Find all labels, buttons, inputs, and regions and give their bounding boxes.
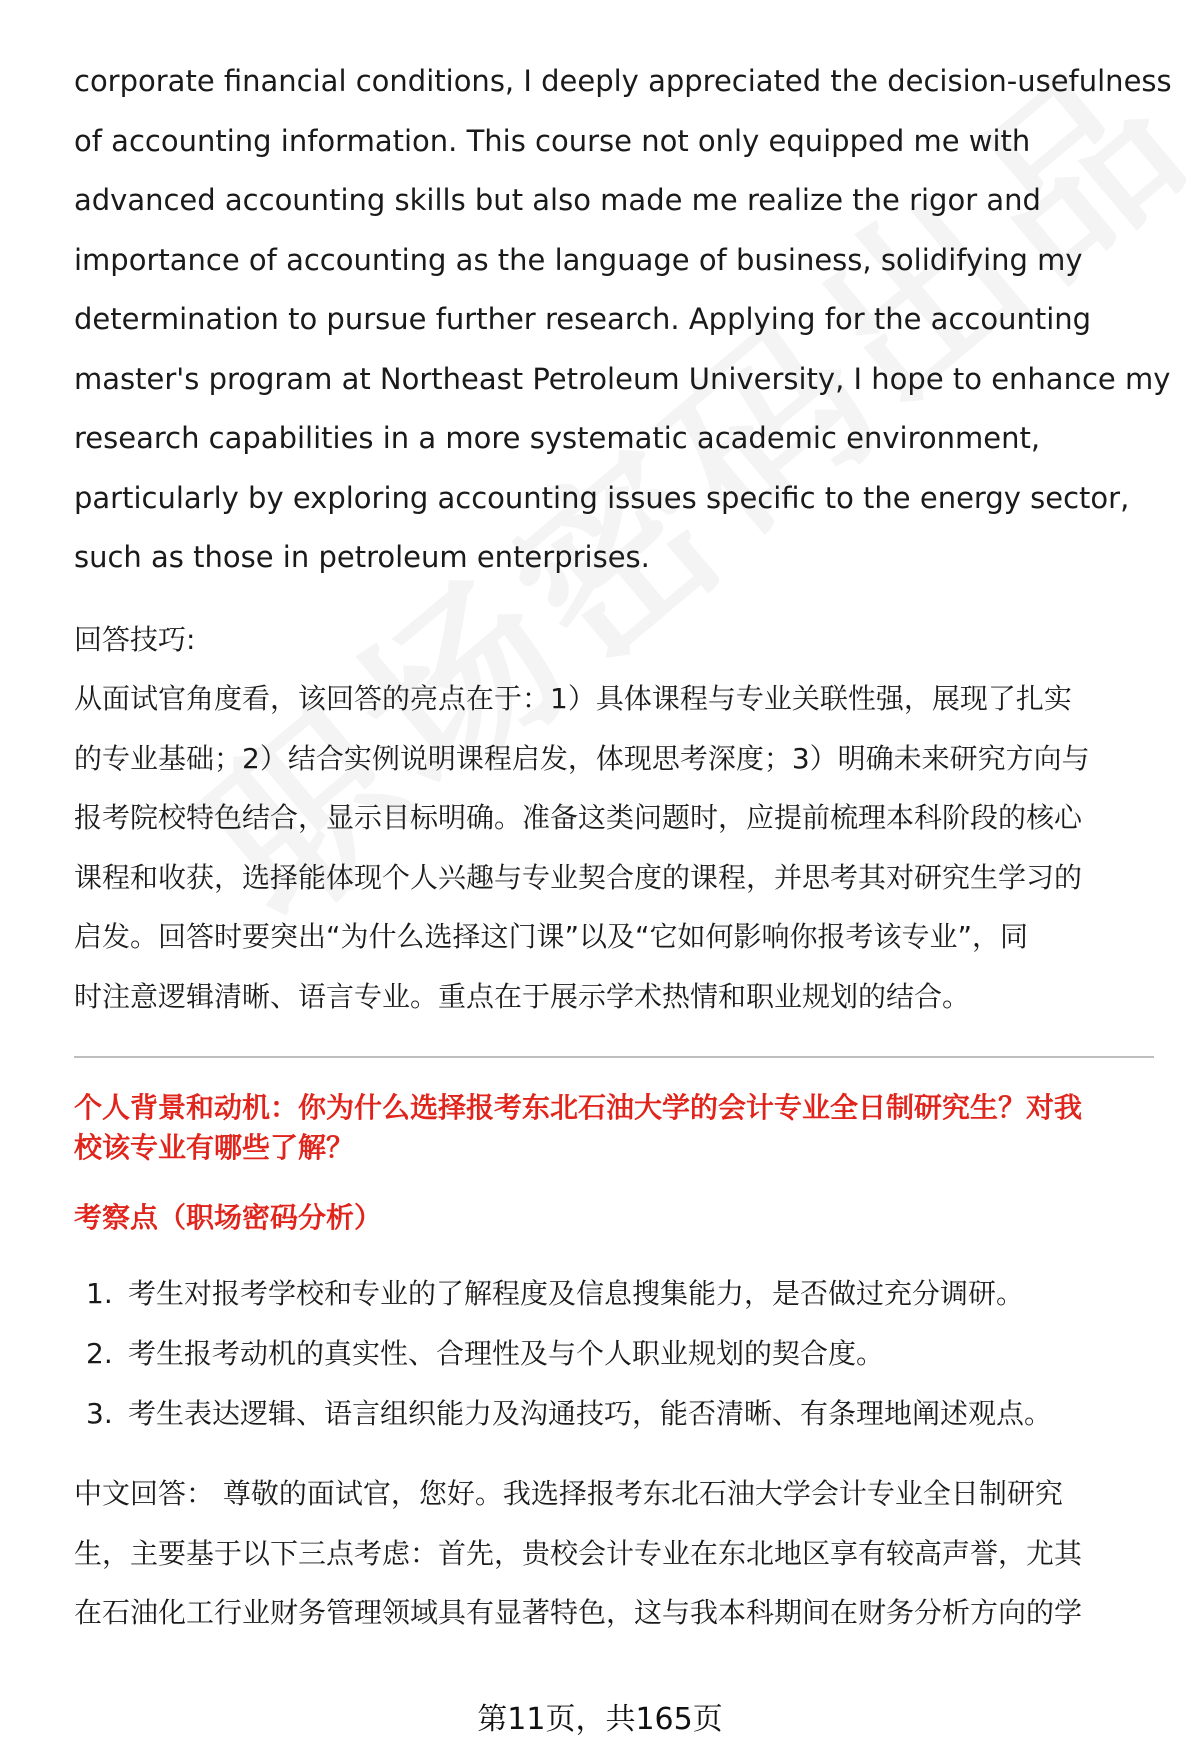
text-line: of accounting information. This course not only equipped me with — [74, 123, 1031, 158]
text-line: 时注意逻辑清晰、语言专业。重点在于展示学术热情和职业规划的结合。 — [74, 979, 971, 1013]
section-divider — [74, 1056, 1154, 1058]
assessment-title: 考察点（职场密码分析） — [74, 1201, 383, 1234]
list-number: 1. — [86, 1277, 113, 1310]
tips-paragraph — [74, 669, 1154, 1026]
question-line: 校该专业有哪些了解？ — [74, 1131, 355, 1164]
text-line: 从面试官角度看，该回答的亮点在于：1）具体课程与专业关联性强，展现了扎实 — [74, 682, 1072, 715]
text-line: corporate financial conditions, I deeply appreciated the decision-usefulness — [74, 64, 1172, 98]
assessment-list — [74, 1264, 1154, 1444]
english-answer-paragraph — [74, 52, 1172, 588]
list-text: 考生表达逻辑、语言组织能力及沟通技巧，能否清晰、有条理地阐述观点。 — [128, 1397, 1053, 1430]
text-line: 在石油化工行业财务管理领域具有显著特色，这与我本科期间在财务分析方向的学 — [74, 1596, 1083, 1629]
chinese-answer-paragraph — [74, 1464, 1154, 1643]
text-line: 中文回答： 尊敬的面试官，您好。我选择报考东北石油大学会计专业全日制研究 — [74, 1477, 1063, 1510]
text-line: 报考院校特色结合，显示目标明确。准备这类问题时，应提前梳理本科阶段的核心 — [74, 801, 1083, 834]
page-number: 第11页，共165页 — [477, 1702, 723, 1737]
text-line: 启发。回答时要突出“为什么选择这门课”以及“它如何影响你报考该专业”，同 — [74, 920, 1029, 953]
list-text: 考生报考动机的真实性、合理性及与个人职业规划的契合度。 — [128, 1337, 885, 1370]
tips-label: 回答技巧: — [74, 622, 196, 656]
text-line: 生，主要基于以下三点考虑：首先，贵校会计专业在东北地区享有较高声誉，尤其 — [74, 1536, 1083, 1570]
list-text: 考生对报考学校和专业的了解程度及信息搜集能力，是否做过充分调研。 — [128, 1277, 1025, 1310]
text-line: 课程和收获，选择能体现个人兴趣与专业契合度的课程，并思考其对研究生学习的 — [74, 860, 1083, 894]
question-heading — [74, 1088, 1154, 1168]
text-line: determination to pursue further research. Applying for the accounting — [74, 302, 1092, 336]
text-line: such as those in petroleum enterprises. — [74, 540, 650, 574]
question-line: 个人背景和动机：你为什么选择报考东北石油大学的会计专业全日制研究生？对我 — [74, 1091, 1083, 1124]
list-item — [74, 1264, 1154, 1324]
list-item — [74, 1384, 1154, 1444]
text-line: advanced accounting skills but also made me realize the rigor and — [74, 183, 1041, 217]
text-line: research capabilities in a more systematic academic environment, — [74, 421, 1041, 455]
text-line: 的专业基础；2）结合实例说明课程启发，体现思考深度；3）明确未来研究方向与 — [74, 741, 1090, 775]
list-number: 3. — [86, 1397, 113, 1430]
text-line: importance of accounting as the language of business, solidifying my — [74, 242, 1083, 277]
list-item — [74, 1324, 1154, 1384]
text-line: particularly by exploring accounting issues specific to the energy sector, — [74, 480, 1130, 515]
text-line: master's program at Northeast Petroleum University, I hope to enhance my — [74, 361, 1171, 396]
list-number: 2. — [86, 1337, 113, 1370]
page-content — [74, 52, 1172, 1643]
